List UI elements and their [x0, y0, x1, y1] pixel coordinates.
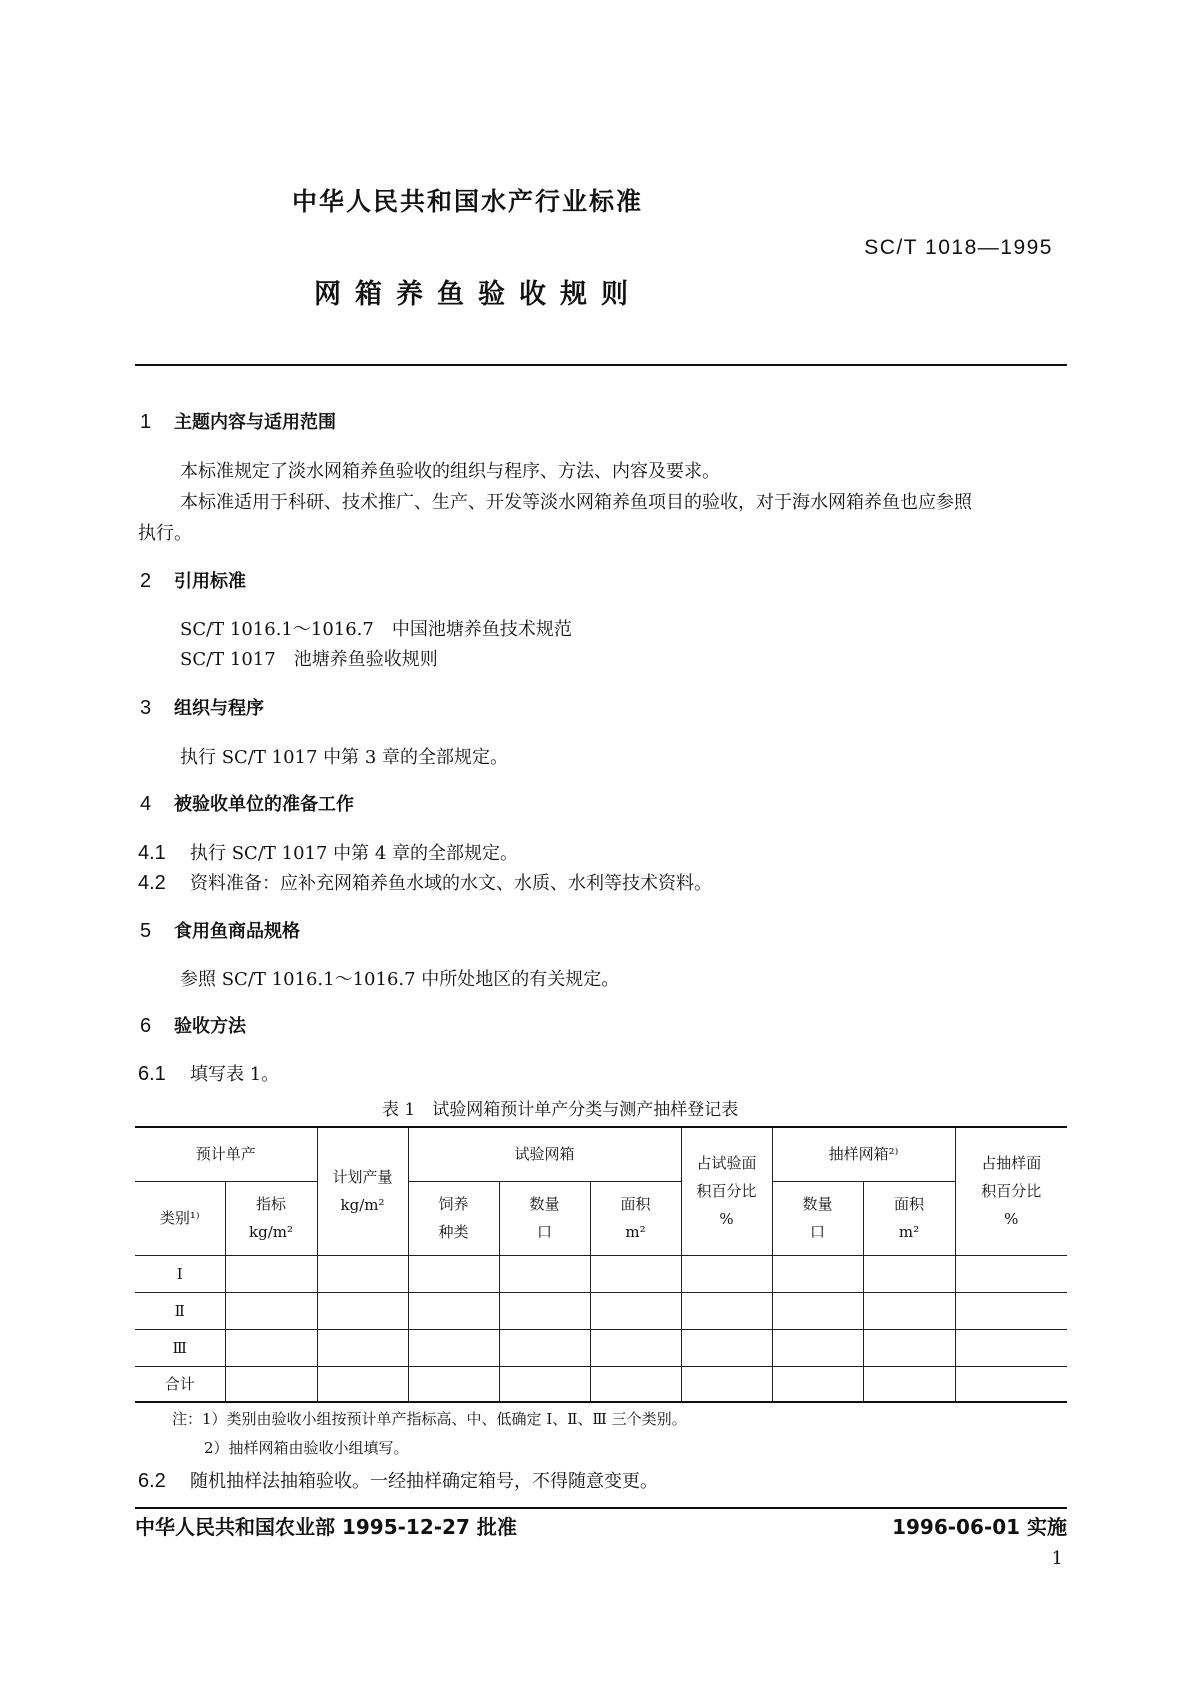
header-area: 面积 m² — [590, 1181, 681, 1255]
row-label: Ⅰ — [135, 1255, 225, 1292]
table-row — [135, 1329, 1067, 1366]
section-1-heading: 1 主题内容与适用范围 — [140, 411, 336, 433]
clause-4-1: 4.1 执行 SC/T 1017 中第 4 章的全部规定。 — [138, 842, 519, 864]
table-row — [135, 1292, 1067, 1329]
reference-item: SC/T 1016.1～1016.7 中国池塘养鱼技术规范 — [180, 619, 572, 640]
footer-rule — [135, 1507, 1067, 1509]
page-number: 1 — [1051, 1548, 1063, 1569]
reference-item: SC/T 1017 池塘养鱼验收规则 — [180, 649, 438, 670]
paragraph: 本标准适用于科研、技术推广、生产、开发等淡水网箱养鱼项目的验收，对于海水网箱养鱼也应参照 — [180, 492, 972, 513]
row-label: Ⅲ — [135, 1329, 225, 1366]
paragraph: 执行 SC/T 1017 中第 3 章的全部规定。 — [180, 747, 509, 768]
section-4-heading: 4 被验收单位的准备工作 — [140, 793, 354, 815]
clause-6-1: 6.1 填写表 1。 — [138, 1063, 280, 1085]
header-sample-pct: 占抽样面 积百分比 % — [955, 1127, 1067, 1255]
section-3-heading: 3 组织与程序 — [140, 697, 264, 719]
table-row — [135, 1366, 1067, 1402]
paragraph: 执行。 — [138, 523, 192, 544]
row-label: Ⅱ — [135, 1292, 225, 1329]
header-sample-count: 数量 口 — [772, 1181, 863, 1255]
header-rule — [135, 364, 1067, 366]
row-label: 合计 — [135, 1366, 225, 1402]
header-species: 饲养 种类 — [408, 1181, 499, 1255]
document-title: 网箱养鱼验收规则 — [314, 279, 642, 310]
header-test-pct: 占试验面 积百分比 % — [681, 1127, 772, 1255]
clause-6-2: 6.2 随机抽样法抽箱验收。一经抽样确定箱号，不得随意变更。 — [138, 1470, 658, 1492]
table-note-2: 2）抽样网箱由验收小组填写。 — [204, 1439, 409, 1457]
table-caption: 表 1 试验网箱预计单产分类与测产抽样登记表 — [382, 1100, 739, 1120]
header-sample-cages: 抽样网箱²⁾ — [772, 1127, 955, 1181]
section-2-heading: 2 引用标准 — [140, 570, 246, 592]
header-class: 类别¹⁾ — [135, 1181, 225, 1255]
table-row — [135, 1255, 1067, 1292]
header-count: 数量 口 — [499, 1181, 590, 1255]
clause-4-2: 4.2 资料准备：应补充网箱养鱼水域的水文、水质、水利等技术资料。 — [138, 872, 712, 894]
section-5-heading: 5 食用鱼商品规格 — [140, 920, 300, 942]
effective-date: 1996-06-01 实施 — [892, 1515, 1067, 1539]
table-note-1: 注：1）类别由验收小组按预计单产指标高、中、低确定 Ⅰ、Ⅱ、Ⅲ 三个类别。 — [172, 1410, 687, 1428]
org-title: 中华人民共和国水产行业标准 — [292, 187, 644, 216]
registration-table — [135, 1126, 1067, 1403]
header-sample-area: 面积 m² — [863, 1181, 955, 1255]
paragraph: 参照 SC/T 1016.1～1016.7 中所处地区的有关规定。 — [180, 969, 620, 990]
header-plan: 计划产量 kg/m² — [317, 1127, 408, 1255]
standard-code: SC/T 1018—1995 — [864, 236, 1053, 259]
paragraph: 本标准规定了淡水网箱养鱼验收的组织与程序、方法、内容及要求。 — [180, 461, 720, 482]
header-yield: 预计单产 — [135, 1127, 317, 1181]
section-6-heading: 6 验收方法 — [140, 1015, 246, 1037]
header-test-cages: 试验网箱 — [408, 1127, 681, 1181]
approval-line: 中华人民共和国农业部 1995-12-27 批准 — [135, 1515, 517, 1539]
header-index: 指标 kg/m² — [225, 1181, 317, 1255]
